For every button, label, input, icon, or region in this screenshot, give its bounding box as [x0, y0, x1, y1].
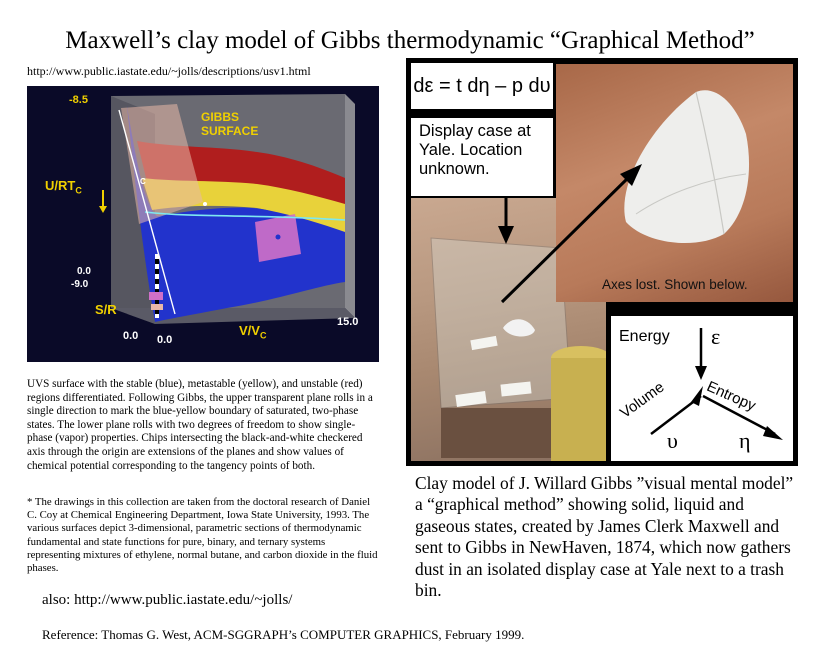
page-title: Maxwell’s clay model of Gibbs thermodynamic “Graphical Method” [65, 27, 755, 54]
surface-label-surface: SURFACE [201, 124, 259, 138]
source-url-text: http://www.public.iastate.edu/~jolls/descriptions/usv1.html [27, 64, 311, 78]
plot-y-zero-value: 0.0 [77, 266, 91, 277]
gibbs-equation: dε = t dη – p dυ [413, 75, 551, 97]
energy-axis-arrowhead [695, 366, 707, 380]
y-axis-label: $U/RT_C$ [45, 178, 82, 196]
plot-origin-right-value: 0.0 [157, 334, 173, 346]
energy-label: Energy [619, 328, 670, 345]
plot-y-top-value: -8.5 [69, 94, 88, 106]
axis-chip [149, 292, 163, 300]
surface-label-gibbs: GIBBS [201, 110, 240, 124]
clay-model-caption: Clay model of J. Willard Gibbs ”visual mental model” a “graphical method” showing solid, liquid and gaseous states, created by James Clerk Maxwell and sent to Gibbs in NewHaven, 1874, which now gathers dust in an isolated display case at Yale next to a trash bin. [415, 473, 794, 601]
entropy-symbol: η [739, 428, 751, 453]
axis-chip [151, 304, 163, 310]
plot-v-max-value: 15.0 [337, 316, 359, 328]
research-footnote: * The drawings in this collection are taken from the doctoral research of Daniel C. Coy at Chemical Engineering Department, Iowa State University, 1993. The various surfaces depict 3-dimensional, parametric sections of thermodynamic fundamental and state functions for pure, binary, and ternary systems representing mixtures of ethylene, normal butane, and carbon dioxide in the fluid phases. [27, 496, 378, 575]
gibbs-surface-image [27, 86, 379, 362]
critical-point-label: C [140, 177, 146, 186]
volume-symbol: υ [667, 428, 678, 453]
energy-symbol: ε [711, 324, 721, 349]
entropy-label: Entropy [704, 378, 759, 415]
surface-caption: UVS surface with the stable (blue), metastable (yellow), and unstable (red) regions differentiated. Following Gibbs, the upper transparent plane rolls in a single direction to mark the blue-yellow boundary of saturated, two-phase states. The lower plane rolls with two degrees of freedom to show single-phase (vapor) properties. Chips intersecting the black-and-white checkered axis through the origin are extensions of the planes and show values of chemical potential corresponding to the tangency points of both. [27, 378, 373, 472]
volume-label: Volume [617, 378, 668, 422]
clay-model-photo [406, 58, 798, 466]
equation-panel [411, 63, 553, 109]
plot-origin-left-value: 0.0 [123, 330, 139, 342]
s-axis-label: S/R [95, 302, 117, 317]
display-case-arrowhead [498, 226, 514, 244]
side-wall [345, 94, 355, 318]
tangency-point [276, 235, 281, 240]
also-url-text: also: http://www.public.iastate.edu/~jolls/ [42, 592, 293, 608]
axes-lost-label: Axes lost. Shown below. [602, 277, 748, 292]
display-case-label: Display case at Yale. Location unknown. [419, 122, 531, 178]
display-case-panel [411, 118, 553, 196]
plot-y-bottom-value: -9.0 [71, 279, 89, 290]
reference-text: Reference: Thomas G. West, ACM-SGGRAPH’s COMPUTER GRAPHICS, February 1999. [42, 627, 525, 642]
axes-diagram-panel [611, 316, 793, 461]
v-axis-label: $V/V_C$ [239, 323, 267, 341]
critical-point [203, 202, 207, 206]
